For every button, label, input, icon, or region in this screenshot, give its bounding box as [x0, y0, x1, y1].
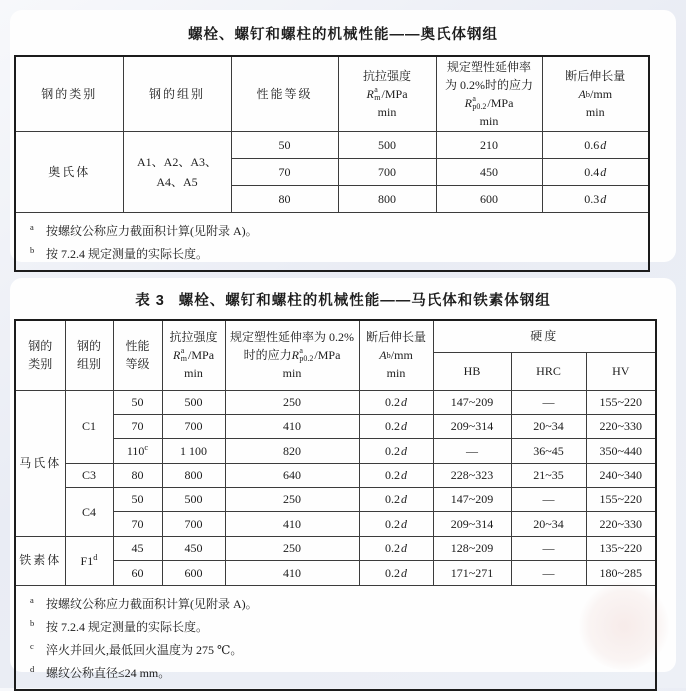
grade-cell: 50	[113, 488, 162, 512]
formula-Rm: R a m /MPa	[172, 346, 215, 364]
proof-cell: 410	[225, 414, 359, 438]
grade-cell: 70	[231, 159, 338, 186]
hrc-cell: 20~34	[511, 414, 586, 438]
tensile-cell: 800	[162, 463, 225, 487]
table-card-martensitic-ferritic	[10, 278, 676, 680]
proof-cell: 250	[225, 390, 359, 414]
elongation-cell: 0.2d	[359, 561, 433, 585]
austenitic-table	[14, 55, 650, 272]
formula-Ab: A b /mm	[379, 348, 413, 363]
tensile-cell: 700	[162, 414, 225, 438]
header-property-class: 性能 等级	[113, 320, 162, 390]
formula-Ab: A b /mm	[578, 87, 613, 101]
proof-cell: 410	[225, 561, 359, 585]
steel-group-cell: C4	[65, 488, 113, 537]
table1-title: 螺栓、螺钉和螺柱的机械性能——奥氏体钢组	[188, 27, 498, 43]
footnote-c: $^c$ 淬火并回火,最低回火温度为 275 ℃。	[30, 640, 243, 657]
table-row	[15, 488, 656, 512]
table2-caption-number: 表 3	[135, 293, 165, 309]
formula-Rp02: R a p0.2 /MPa	[464, 94, 514, 111]
header-property-class: 性能等级	[231, 56, 338, 132]
grade-cell: 70	[113, 414, 162, 438]
hrc-cell: 21~35	[511, 463, 586, 487]
tensile-cell: 800	[338, 186, 436, 213]
proof-cell: 410	[225, 512, 359, 536]
hv-cell: 155~220	[586, 390, 656, 414]
tensile-cell: 600	[162, 561, 225, 585]
hv-cell: 220~330	[586, 414, 656, 438]
steel-class-cell: 奥氏体	[15, 132, 123, 213]
grade-cell: 45	[113, 536, 162, 560]
steel-group-cell: C3	[65, 463, 113, 487]
elongation-cell: 0.2d	[359, 463, 433, 487]
hrc-cell: —	[511, 390, 586, 414]
hb-cell: 171~271	[433, 561, 511, 585]
proof-cell: 640	[225, 463, 359, 487]
hb-cell: 147~209	[433, 390, 511, 414]
tensile-cell: 700	[162, 512, 225, 536]
proof-cell: 600	[436, 186, 542, 213]
header-steel-class: 钢的类别	[15, 56, 123, 132]
grade-cell: 80	[113, 463, 162, 487]
hv-cell: 135~220	[586, 536, 656, 560]
hb-cell: 228~323	[433, 463, 511, 487]
hv-cell: 350~440	[586, 439, 656, 463]
header-steel-group: 钢的 组别	[65, 320, 113, 390]
grade-cell: 50	[113, 390, 162, 414]
elongation-cell: 0.3d	[542, 186, 649, 213]
proof-cell: 450	[436, 159, 542, 186]
header-hrc: HRC	[511, 352, 586, 390]
proof-cell: 820	[225, 439, 359, 463]
header-proof-stress: 规定塑性延伸率 为 0.2%时的应力 R a p0.2 /MPa min	[436, 56, 542, 132]
table-row	[15, 463, 656, 487]
table1-footnotes	[15, 213, 649, 272]
header-steel-group: 钢的组别	[123, 56, 231, 132]
footnote-d: $^d$ 螺纹公称直径≤24 mm。	[30, 663, 171, 680]
header-proof-stress: 规定塑性延伸率为 0.2% 时的应力 R a p0.2 /MPa min	[225, 320, 359, 390]
hb-cell: 128~209	[433, 536, 511, 560]
grade-cell: 80	[231, 186, 338, 213]
hv-cell: 220~330	[586, 512, 656, 536]
table-row	[15, 536, 656, 560]
proof-cell: 210	[436, 132, 542, 159]
tensile-cell: 450	[162, 536, 225, 560]
tensile-cell: 700	[338, 159, 436, 186]
hrc-cell: 20~34	[511, 512, 586, 536]
header-tensile-strength: 抗拉强度 R a m /MPa min	[338, 56, 436, 132]
steel-class-cell: 马氏体	[15, 390, 65, 536]
footnote-a: $^a$ 按螺纹公称应力截面积计算(见附录 A)。	[30, 222, 258, 238]
elongation-cell: 0.2d	[359, 414, 433, 438]
hb-cell: 209~314	[433, 414, 511, 438]
hv-cell: 155~220	[586, 488, 656, 512]
tensile-cell: 1 100	[162, 439, 225, 463]
header-elongation: 断后伸长量 A b /mm min	[542, 56, 649, 132]
elongation-cell: 0.6d	[542, 132, 649, 159]
hb-cell: 147~209	[433, 488, 511, 512]
steel-group-cell: F1$^d$	[65, 536, 113, 585]
table2-title: 表 3 螺栓、螺钉和螺柱的机械性能——马氏体和铁素体钢组	[135, 293, 551, 309]
steel-group-cell: A1、A2、A3、 A4、A5	[123, 132, 231, 213]
footnote-b: $^b$ 按 7.2.4 规定测量的实际长度。	[30, 245, 209, 261]
table1-header-row	[15, 56, 649, 132]
formula-Rm: R a m /MPa	[366, 85, 408, 102]
hrc-cell: —	[511, 561, 586, 585]
hb-cell: —	[433, 439, 511, 463]
table-row	[15, 132, 649, 159]
hv-cell: 180~285	[586, 561, 656, 585]
proof-cell: 250	[225, 536, 359, 560]
footnote-a: $^a$ 按螺纹公称应力截面积计算(见附录 A)。	[30, 594, 258, 611]
hrc-cell: —	[511, 536, 586, 560]
header-tensile-strength: 抗拉强度 R a m /MPa min	[162, 320, 225, 390]
footnote-b: $^b$ 按 7.2.4 规定测量的实际长度。	[30, 617, 209, 634]
hrc-cell: —	[511, 488, 586, 512]
grade-cell: 70	[113, 512, 162, 536]
table-card-austenitic	[10, 10, 676, 262]
elongation-cell: 0.2d	[359, 488, 433, 512]
tensile-cell: 500	[162, 390, 225, 414]
header-hardness: 硬度	[433, 320, 656, 352]
header-hv: HV	[586, 352, 656, 390]
steel-class-cell: 铁素体	[15, 536, 65, 585]
proof-cell: 250	[225, 488, 359, 512]
tensile-cell: 500	[338, 132, 436, 159]
steel-group-cell: C1	[65, 390, 113, 463]
elongation-cell: 0.2d	[359, 390, 433, 414]
elongation-cell: 0.4d	[542, 159, 649, 186]
grade-cell: 60	[113, 561, 162, 585]
hrc-cell: 36~45	[511, 439, 586, 463]
hv-cell: 240~340	[586, 463, 656, 487]
hb-cell: 209~314	[433, 512, 511, 536]
formula-Rp02: 时的应力 R a p0.2 /MPa	[243, 346, 341, 364]
table-row	[15, 390, 656, 414]
elongation-cell: 0.2d	[359, 512, 433, 536]
header-hb: HB	[433, 352, 511, 390]
martensitic-ferritic-table	[14, 319, 657, 691]
header-elongation: 断后伸长量 A b /mm min	[359, 320, 433, 390]
grade-cell: 110$^c$	[113, 439, 162, 463]
header-steel-class: 钢的 类别	[15, 320, 65, 390]
elongation-cell: 0.2d	[359, 536, 433, 560]
tensile-cell: 500	[162, 488, 225, 512]
table2-footnotes	[15, 585, 656, 690]
elongation-cell: 0.2d	[359, 439, 433, 463]
table2-header-row-1	[15, 320, 656, 352]
grade-cell: 50	[231, 132, 338, 159]
